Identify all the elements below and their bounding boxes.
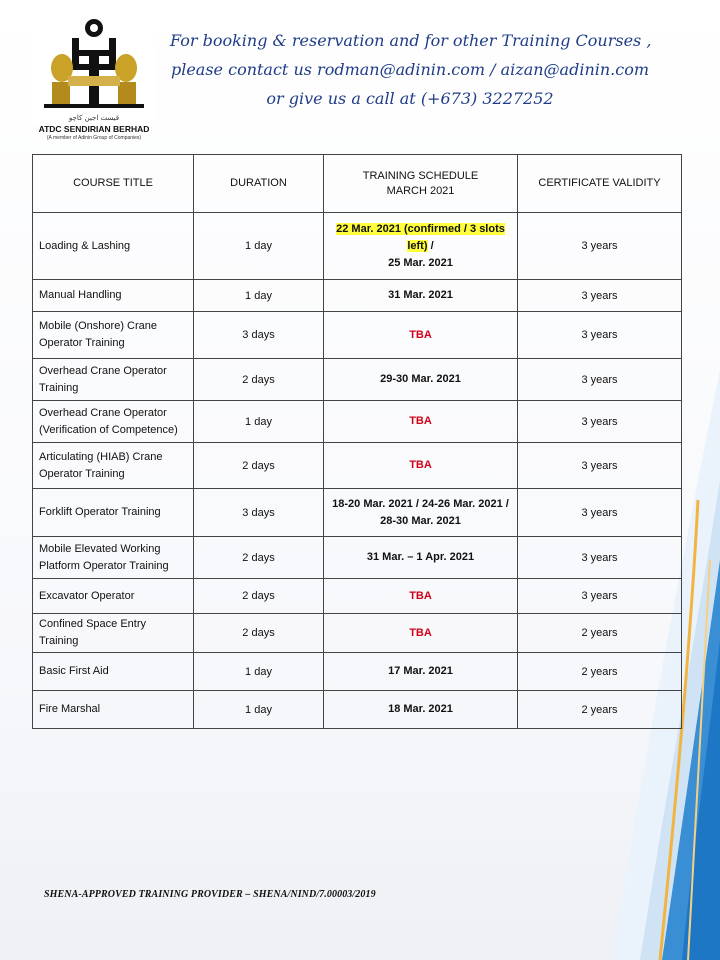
course-title: Excavator Operator bbox=[33, 579, 194, 614]
validity: 3 years bbox=[518, 312, 682, 359]
duration: 1 day bbox=[194, 213, 324, 280]
duration: 2 days bbox=[194, 443, 324, 489]
validity: 3 years bbox=[518, 359, 682, 401]
schedule: 18 Mar. 2021 bbox=[324, 691, 518, 729]
table-row bbox=[33, 213, 682, 280]
table-row bbox=[33, 691, 682, 729]
schedule: 29-30 Mar. 2021 bbox=[324, 359, 518, 401]
course-title: Mobile (Onshore) Crane Operator Training bbox=[33, 312, 194, 359]
duration: 3 days bbox=[194, 312, 324, 359]
schedule-separator: / bbox=[427, 239, 434, 252]
table-row bbox=[33, 537, 682, 579]
table-row bbox=[33, 489, 682, 537]
course-title: Manual Handling bbox=[33, 280, 194, 312]
schedule: TBA bbox=[324, 312, 518, 359]
course-title: Basic First Aid bbox=[33, 653, 194, 691]
validity: 3 years bbox=[518, 213, 682, 280]
duration: 1 day bbox=[194, 280, 324, 312]
table-header-row bbox=[33, 155, 682, 213]
course-title: Articulating (HIAB) Crane Operator Training bbox=[33, 443, 194, 489]
validity: 2 years bbox=[518, 653, 682, 691]
company-name: ATDC SENDIRIAN BERHAD bbox=[38, 124, 150, 134]
contact-line-3: or give us a call at (+673) 3227252 bbox=[266, 89, 554, 108]
course-title: Fire Marshal bbox=[33, 691, 194, 729]
schedule bbox=[324, 213, 518, 280]
contact-line-2: please contact us rodman@adinin.com / aizan@adinin.com bbox=[170, 60, 650, 79]
header-certificate-validity: CERTIFICATE VALIDITY bbox=[518, 155, 682, 213]
table-row bbox=[33, 312, 682, 359]
course-title: Overhead Crane Operator (Verification of Competence) bbox=[33, 401, 194, 443]
duration: 3 days bbox=[194, 489, 324, 537]
validity: 3 years bbox=[518, 489, 682, 537]
training-schedule-table bbox=[32, 154, 682, 729]
table-row bbox=[33, 579, 682, 614]
course-title: Confined Space Entry Training bbox=[33, 614, 194, 653]
table-row bbox=[33, 653, 682, 691]
schedule: 31 Mar. – 1 Apr. 2021 bbox=[324, 537, 518, 579]
schedule: TBA bbox=[324, 579, 518, 614]
validity: 3 years bbox=[518, 579, 682, 614]
validity: 3 years bbox=[518, 443, 682, 489]
table-row bbox=[33, 614, 682, 653]
company-logo bbox=[32, 16, 156, 144]
validity: 3 years bbox=[518, 401, 682, 443]
table-row bbox=[33, 359, 682, 401]
duration: 1 day bbox=[194, 401, 324, 443]
course-title: Mobile Elevated Working Platform Operator Training bbox=[33, 537, 194, 579]
header-duration: DURATION bbox=[194, 155, 324, 213]
table-row bbox=[33, 443, 682, 489]
header-schedule-line-1: TRAINING SCHEDULE bbox=[362, 169, 479, 182]
course-title: Forklift Operator Training bbox=[33, 489, 194, 537]
duration: 2 days bbox=[194, 579, 324, 614]
validity: 2 years bbox=[518, 614, 682, 653]
duration: 2 days bbox=[194, 537, 324, 579]
schedule-highlight: 22 Mar. 2021 (confirmed / 3 slots left) bbox=[336, 222, 505, 252]
validity: 3 years bbox=[518, 280, 682, 312]
schedule: 18-20 Mar. 2021 / 24-26 Mar. 2021 / 28-30 Mar. 2021 bbox=[324, 489, 518, 537]
validity: 3 years bbox=[518, 537, 682, 579]
approval-footer: SHENA-APPROVED TRAINING PROVIDER – SHENA/NIND/7.00003/2019 bbox=[44, 889, 376, 900]
table-row bbox=[33, 280, 682, 312]
contact-info bbox=[170, 26, 650, 113]
course-title: Overhead Crane Operator Training bbox=[33, 359, 194, 401]
schedule: TBA bbox=[324, 443, 518, 489]
header-schedule-line-2: MARCH 2021 bbox=[386, 184, 455, 197]
header-training-schedule bbox=[324, 155, 518, 213]
contact-line-1: For booking & reservation and for other Training Courses , bbox=[170, 31, 652, 50]
duration: 2 days bbox=[194, 614, 324, 653]
schedule-line-2: 25 Mar. 2021 bbox=[388, 256, 453, 269]
validity: 2 years bbox=[518, 691, 682, 729]
company-tagline: (A member of Adinin Group of Companies) bbox=[46, 135, 142, 141]
schedule: 17 Mar. 2021 bbox=[324, 653, 518, 691]
duration: 1 day bbox=[194, 653, 324, 691]
table-row bbox=[33, 401, 682, 443]
svg-text:ﻗﻴﺴﺖ اﺟﻴﻦ ﻛﺎﭼﻮ: ﻗﻴﺴﺖ اﺟﻴﻦ ﻛﺎﭼﻮ bbox=[68, 114, 120, 122]
duration: 1 day bbox=[194, 691, 324, 729]
header-course-title: COURSE TITLE bbox=[33, 155, 194, 213]
duration: 2 days bbox=[194, 359, 324, 401]
schedule: TBA bbox=[324, 401, 518, 443]
course-title: Loading & Lashing bbox=[33, 213, 194, 280]
schedule: TBA bbox=[324, 614, 518, 653]
schedule: 31 Mar. 2021 bbox=[324, 280, 518, 312]
logo-emblem-icon bbox=[32, 16, 156, 124]
